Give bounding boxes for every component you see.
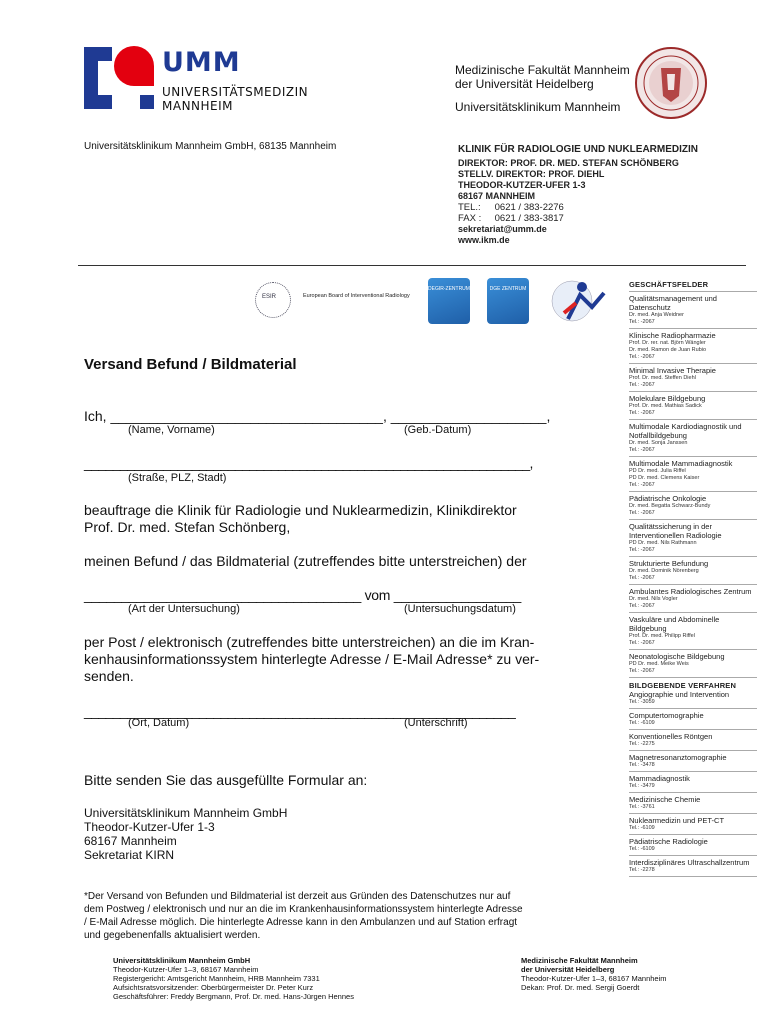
- exam-date-label: (Untersuchungsdatum): [404, 603, 516, 615]
- sidebar-item-detail: Tel.: -6109: [629, 720, 655, 726]
- sidebar-divider: [629, 519, 757, 520]
- sidebar-item: [629, 331, 757, 364]
- address-label: (Straße, PLZ, Stadt): [128, 472, 227, 484]
- clinic-director: DIREKTOR: PROF. DR. MED. STEFAN SCHÖNBERG: [458, 158, 679, 168]
- signature-line[interactable]: ____________________________________________________________: [84, 703, 516, 719]
- clinic-web[interactable]: www.ikm.de: [458, 235, 510, 245]
- sidebar-item: [629, 774, 757, 793]
- footer-right-2: der Universität Heidelberg: [521, 965, 615, 974]
- sidebar-item-detail: Tel.: -2067: [629, 482, 655, 488]
- sidebar-divider: [629, 491, 757, 492]
- sidebar-item: [629, 816, 757, 835]
- sidebar-item-detail: Prof. Dr. med. Mathias Sadick: [629, 403, 702, 409]
- name-line[interactable]: Ich, ___________________________________, ____________________,: [84, 408, 551, 424]
- faculty-name-line3: Universitätsklinikum Mannheim: [455, 100, 621, 114]
- return-address: [84, 806, 287, 862]
- sidebar-item-detail: Tel.: -2067: [629, 354, 655, 360]
- sidebar-divider: [629, 419, 757, 420]
- logo-line1: UNIVERSITÄTSMEDIZIN: [162, 85, 309, 99]
- clinic-tel-label: TEL.:: [458, 202, 481, 213]
- sidebar-item-title: Pädiatrische Radiologie: [629, 837, 708, 846]
- address-line[interactable]: ______________________________________________________________,: [84, 455, 533, 471]
- sidebar-divider: [629, 792, 757, 793]
- exam-line[interactable]: _____________________________________ vom _________________: [84, 587, 521, 603]
- sidebar-methods-list: [629, 690, 757, 877]
- sidebar-divider: [629, 291, 757, 292]
- sidebar-item-detail: PD Dr. med. Nils Rathmann: [629, 540, 697, 546]
- sidebar-item-title: Ambulantes Radiologisches Zentrum: [629, 587, 752, 596]
- sidebar-item-detail: Dr. med. Anja Weidner: [629, 312, 684, 318]
- footer-right-1: Medizinische Fakultät Mannheim: [521, 956, 638, 965]
- return-address-3: 68167 Mannheim: [84, 834, 177, 848]
- footer-left-3: Registergericht: Amtsgericht Mannheim, HRB Mannheim 7331: [113, 974, 320, 983]
- paragraph-1a: beauftrage die Klinik für Radiologie und Nuklearmedizin, Klinikdirektor: [84, 502, 517, 518]
- umm-logo: [84, 43, 314, 113]
- place-date-label: (Ort, Datum): [128, 717, 190, 729]
- sidebar-item-detail: Tel.: -6109: [629, 846, 655, 852]
- footer-right-3: Theodor-Kutzer-Ufer 1–3, 68167 Mannheim: [521, 974, 667, 983]
- paragraph-3b: kenhausinformationssystem hinterlegte Adresse / E-Mail Adresse* zu ver-: [84, 651, 540, 667]
- sidebar-item-detail: Tel.: -2067: [629, 668, 655, 674]
- sidebar-item-detail: Tel.: -2067: [629, 547, 655, 553]
- sidebar-divider: [629, 363, 757, 364]
- ebir-sub: ESIR: [262, 294, 277, 300]
- sidebar-item-title: Strukturierte Befundung: [629, 559, 709, 568]
- logo-brand: UMM: [162, 47, 241, 78]
- clinic-name: KLINIK FÜR RADIOLOGIE UND NUKLEARMEDIZIN: [458, 144, 698, 155]
- footer-left-4: Aufsichtsratsvorsitzender: Oberbürgermeister Dr. Peter Kurz: [113, 983, 314, 992]
- sidebar-item-detail: Dr. med. Ramon de Juan Rubio: [629, 347, 707, 353]
- sidebar-item-detail: Tel.: -2067: [629, 319, 655, 325]
- sidebar-item-detail: Tel.: -3478: [629, 762, 655, 768]
- clinic-deputy: STELLV. DIREKTOR: PROF. DIEHL: [458, 169, 605, 179]
- sidebar-item-title: Angiographie und Intervention: [629, 690, 730, 699]
- sidebar-item-detail: Tel.: -2067: [629, 603, 655, 609]
- paragraph-1b: Prof. Dr. med. Stefan Schönberg,: [84, 519, 291, 535]
- footer-right-4: Dekan: Prof. Dr. med. Sergij Goerdt: [521, 983, 640, 992]
- sidebar-item-detail: Prof. Dr. med. Steffen Diehl: [629, 375, 696, 381]
- pediatric-logo: [546, 273, 610, 325]
- sidebar-divider: [629, 750, 757, 751]
- sidebar-item-title: Interdisziplinäres Ultraschallzentrum: [629, 858, 750, 867]
- cert-badge-1-text: DEGIR-ZENTRUM: [428, 286, 470, 292]
- clinic-fax-row: [458, 213, 758, 224]
- clinic-email[interactable]: sekretariat@umm.de: [458, 224, 547, 234]
- sidebar-item: [629, 422, 757, 457]
- sidebar-item-detail: PD Dr. med. Julia Riffel: [629, 468, 686, 474]
- sidebar-divider: [629, 612, 757, 613]
- sidebar-item-title: Medizinische Chemie: [629, 795, 701, 804]
- sidebar-item-title: Konventionelles Röntgen: [629, 732, 713, 741]
- sidebar-item: [629, 615, 757, 650]
- sidebar-item-detail: Tel.: -2067: [629, 410, 655, 416]
- sidebar-item-detail: Dr. med. Sonja Janssen: [629, 440, 688, 446]
- cert-badge-2: [487, 278, 529, 324]
- sidebar-divider: [629, 813, 757, 814]
- faculty-name-line2: der Universität Heidelberg: [455, 77, 594, 91]
- footer-left: [113, 956, 354, 1001]
- sidebar-item-title: Pädiatrische Onkologie: [629, 494, 707, 503]
- sidebar-item-detail: Prof. Dr. rer. nat. Björn Wängler: [629, 340, 706, 346]
- sidebar-heading-methods: BILDGEBENDE VERFAHREN: [629, 681, 737, 690]
- sidebar-item: [629, 494, 757, 520]
- clinic-city: 68167 MANNHEIM: [458, 191, 536, 201]
- sidebar-item-detail: Tel.: -2278: [629, 867, 655, 873]
- return-address-1: Universitätsklinikum Mannheim GmbH: [84, 806, 288, 820]
- sidebar-item-detail: Tel.: -6109: [629, 825, 655, 831]
- sidebar-item-detail: Dr. med. Nils Vogler: [629, 596, 678, 602]
- clinic-tel-row: [458, 202, 758, 213]
- logo-blue-block-side: [84, 61, 98, 109]
- sidebar-divider: [629, 855, 757, 856]
- logo-blue-block-bottom: [98, 95, 112, 109]
- university-seal: [634, 46, 708, 120]
- clinic-fax: 0621 / 383-3817: [494, 213, 564, 224]
- sidebar-item-title: Multimodale Kardiodiagnostik und Notfallbildgebung: [629, 422, 742, 440]
- sidebar-item-detail: Prof. Dr. med. Philipp Riffel: [629, 633, 695, 639]
- form-title: Versand Befund / Bildmaterial: [84, 356, 297, 373]
- footnote-line4: und gegebenenfalls aktualisiert werden.: [84, 930, 261, 941]
- clinic-address-block: [458, 143, 758, 246]
- sidebar-divider: [629, 391, 757, 392]
- logo-blue-block-top: [84, 47, 112, 61]
- signature-label: (Unterschrift): [404, 717, 468, 729]
- sidebar: [629, 280, 757, 879]
- footer-left-5: Geschäftsführer: Freddy Bergmann, Prof. Dr. med. Hans-Jürgen Hennes: [113, 992, 354, 1001]
- sidebar-divider: [629, 771, 757, 772]
- footnote: [84, 890, 602, 942]
- paragraph-2: meinen Befund / das Bildmaterial (zutreffendes bitte unterstreichen) der: [84, 553, 527, 569]
- sidebar-item-title: Neonatologische Bildgebung: [629, 652, 725, 661]
- sidebar-item: [629, 587, 757, 613]
- sidebar-item-detail: Tel.: -2067: [629, 510, 655, 516]
- sidebar-item: [629, 559, 757, 585]
- sidebar-item-detail: Dr. med. Begatta Schwarz-Bundy: [629, 503, 711, 509]
- sidebar-divider: [629, 649, 757, 650]
- faculty-name-line1: Medizinische Fakultät Mannheim: [455, 63, 630, 77]
- clinic-fax-label: FAX :: [458, 213, 482, 224]
- sidebar-item-detail: PD Dr. med. Meike Weis: [629, 661, 689, 667]
- sidebar-divider: [629, 708, 757, 709]
- name-label: (Name, Vorname): [128, 424, 215, 436]
- cert-badge-1: [428, 278, 470, 324]
- sidebar-item: [629, 753, 757, 772]
- sidebar-item: [629, 732, 757, 751]
- sidebar-item-detail: PD Dr. med. Clemens Kaiser: [629, 475, 700, 481]
- ebir-text: European Board of Interventional Radiology: [303, 293, 410, 299]
- sidebar-divider: [629, 876, 757, 877]
- sidebar-item: [629, 652, 757, 678]
- send-to-heading: Bitte senden Sie das ausgefüllte Formular an:: [84, 772, 368, 788]
- exam-type-label: (Art der Untersuchung): [128, 603, 240, 615]
- paragraph-3c: senden.: [84, 668, 134, 684]
- sidebar-divider: [629, 556, 757, 557]
- sidebar-item: [629, 294, 757, 329]
- sidebar-item-title: Vaskuläre und Abdominelle Bildgebung: [629, 615, 720, 633]
- ebir-logo: [255, 282, 425, 318]
- sidebar-item: [629, 795, 757, 814]
- logo-red-square: [134, 66, 154, 86]
- sidebar-divider: [629, 677, 757, 678]
- sidebar-item-detail: Tel.: -3479: [629, 783, 655, 789]
- sidebar-item-detail: Tel.: -2067: [629, 382, 655, 388]
- paragraph-3a: per Post / elektronisch (zutreffendes bitte unterstreichen) an die im Kran-: [84, 634, 535, 650]
- birthdate-label: (Geb.-Datum): [404, 424, 472, 436]
- clinic-street: THEODOR-KUTZER-UFER 1-3: [458, 180, 586, 190]
- sidebar-divider: [629, 328, 757, 329]
- sidebar-item-title: Minimal Invasive Therapie: [629, 366, 716, 375]
- ebir-star-ring: [255, 282, 291, 318]
- sidebar-item-title: Molekulare Bildgebung: [629, 394, 706, 403]
- cert-badge-2-text: DGE ZENTRUM: [489, 286, 527, 292]
- logo-blue-small-block: [140, 95, 154, 109]
- sidebar-item-title: Computertomographie: [629, 711, 704, 720]
- footer-left-2: Theodor-Kutzer-Ufer 1–3, 68167 Mannheim: [113, 965, 259, 974]
- header-divider: [78, 265, 746, 266]
- sidebar-item: [629, 690, 757, 709]
- return-address-4: Sekretariat KIRN: [84, 848, 175, 862]
- sidebar-item: [629, 522, 757, 557]
- sidebar-item: [629, 394, 757, 420]
- sidebar-divider: [629, 729, 757, 730]
- sidebar-item-title: Nuklearmedizin und PET-CT: [629, 816, 725, 825]
- sidebar-item-title: Klinische Radiopharmazie: [629, 331, 716, 340]
- sidebar-item: [629, 459, 757, 492]
- sidebar-divider: [629, 834, 757, 835]
- sidebar-item-detail: Tel.: -2067: [629, 640, 655, 646]
- sidebar-item-detail: Tel.: -2067: [629, 575, 655, 581]
- sidebar-item-detail: Tel.: -2275: [629, 741, 655, 747]
- sidebar-item: [629, 711, 757, 730]
- footnote-line1: *Der Versand von Befunden und Bildmaterial ist derzeit aus Gründen des Datenschutzes nur auf: [84, 891, 511, 902]
- return-address-2: Theodor-Kutzer-Ufer 1-3: [84, 820, 215, 834]
- footnote-line3: / E-Mail Adresse möglich. Die hinterlegte Adresse kann in den Ambulanzen und auf Station erfragt: [84, 917, 518, 928]
- sidebar-item: [629, 366, 757, 392]
- sidebar-item-title: Magnetresonanztomographie: [629, 753, 727, 762]
- sidebar-item-detail: Tel.: -3761: [629, 804, 655, 810]
- sidebar-item-title: Multimodale Mammadiagnostik: [629, 459, 733, 468]
- logo-line2: MANNHEIM: [162, 99, 234, 113]
- sidebar-heading-fields: GESCHÄFTSFELDER: [629, 280, 709, 289]
- sidebar-divider: [629, 584, 757, 585]
- footnote-line2: dem Postweg / elektronisch und nur an die im Krankenhausinformationssystem hinterlegte Adresse: [84, 904, 523, 915]
- sidebar-fields-list: [629, 294, 757, 678]
- sidebar-divider: [629, 456, 757, 457]
- sender-line: Universitätsklinikum Mannheim GmbH, 68135 Mannheim: [84, 141, 337, 152]
- clinic-tel: 0621 / 383-2276: [494, 202, 564, 213]
- footer-right: [521, 956, 667, 992]
- sidebar-item-detail: Dr. med. Dominik Nörenberg: [629, 568, 699, 574]
- footer-left-1: Universitätsklinikum Mannheim GmbH: [113, 956, 251, 965]
- sidebar-item: [629, 837, 757, 856]
- sidebar-item-detail: Tel.: -3059: [629, 699, 655, 705]
- sidebar-item-title: Qualitätsmanagement und Datenschutz: [629, 294, 717, 312]
- sidebar-item: [629, 858, 757, 877]
- sidebar-item-title: Mammadiagnostik: [629, 774, 690, 783]
- sidebar-item-title: Qualitätssicherung in der Interventionellen Radiologie: [629, 522, 722, 540]
- sidebar-item-detail: Tel.: -2067: [629, 447, 655, 453]
